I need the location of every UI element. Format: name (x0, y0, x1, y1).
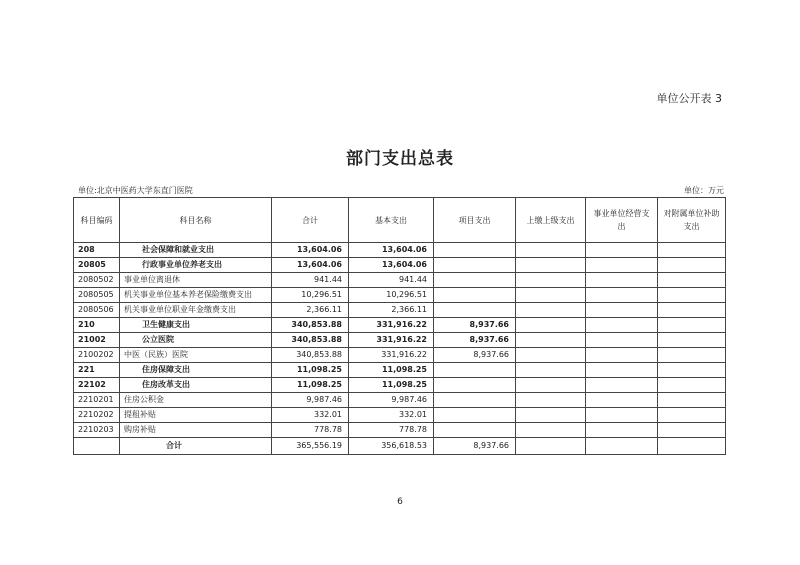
row-basic: 11,098.25 (349, 363, 434, 378)
page-number: 6 (397, 497, 403, 507)
row-code: 2210201 (74, 393, 120, 408)
row-operating (586, 438, 658, 455)
row-basic: 332.01 (349, 408, 434, 423)
row-name: 住房公积金 (120, 393, 272, 408)
row-upper (516, 408, 586, 423)
header-project: 项目支出 (434, 198, 516, 243)
row-upper (516, 333, 586, 348)
row-subsidy (658, 303, 726, 318)
row-project: 8,937.66 (434, 318, 516, 333)
row-total: 9,987.46 (272, 393, 349, 408)
header-basic: 基本支出 (349, 198, 434, 243)
row-upper (516, 423, 586, 438)
row-name: 事业单位离退休 (120, 273, 272, 288)
row-project (434, 258, 516, 273)
row-name: 提租补贴 (120, 408, 272, 423)
row-basic: 2,366.11 (349, 303, 434, 318)
row-code: 221 (74, 363, 120, 378)
row-project (434, 303, 516, 318)
row-code: 2080506 (74, 303, 120, 318)
header-code: 科目编码 (74, 198, 120, 243)
row-operating (586, 423, 658, 438)
row-name: 合计 (120, 438, 272, 455)
row-basic: 331,916.22 (349, 348, 434, 363)
table-row (74, 318, 726, 333)
row-basic: 331,916.22 (349, 318, 434, 333)
row-code: 21002 (74, 333, 120, 348)
row-subsidy (658, 363, 726, 378)
row-subsidy (658, 438, 726, 455)
table-row (74, 333, 726, 348)
row-project (434, 393, 516, 408)
table-row (74, 393, 726, 408)
row-basic: 331,916.22 (349, 333, 434, 348)
header-operating: 事业单位经营支出 (586, 198, 658, 243)
row-project (434, 243, 516, 258)
row-name: 机关事业单位基本养老保险缴费支出 (120, 288, 272, 303)
row-basic: 941.44 (349, 273, 434, 288)
table-row (74, 348, 726, 363)
row-code: 208 (74, 243, 120, 258)
row-total: 2,366.11 (272, 303, 349, 318)
row-subsidy (658, 243, 726, 258)
row-total: 11,098.25 (272, 363, 349, 378)
row-project (434, 423, 516, 438)
row-total: 340,853.88 (272, 348, 349, 363)
row-name: 社会保障和就业支出 (120, 243, 272, 258)
row-total: 340,853.88 (272, 318, 349, 333)
row-subsidy (658, 258, 726, 273)
row-code (74, 438, 120, 455)
row-basic: 9,987.46 (349, 393, 434, 408)
row-upper (516, 243, 586, 258)
row-code: 2210203 (74, 423, 120, 438)
row-name: 住房保障支出 (120, 363, 272, 378)
organization-label: 单位:北京中医药大学东直门医院 (78, 186, 193, 195)
unit-info-line (78, 185, 724, 196)
row-subsidy (658, 393, 726, 408)
row-operating (586, 408, 658, 423)
row-code: 2080505 (74, 288, 120, 303)
row-operating (586, 258, 658, 273)
table-row (74, 378, 726, 393)
table-row (74, 243, 726, 258)
row-project: 8,937.66 (434, 333, 516, 348)
row-basic: 356,618.53 (349, 438, 434, 455)
row-code: 2100202 (74, 348, 120, 363)
row-code: 2080502 (74, 273, 120, 288)
row-upper (516, 258, 586, 273)
row-subsidy (658, 333, 726, 348)
header-total: 合计 (272, 198, 349, 243)
row-basic: 11,098.25 (349, 378, 434, 393)
row-total: 11,098.25 (272, 378, 349, 393)
row-upper (516, 438, 586, 455)
header-name: 科目名称 (120, 198, 272, 243)
row-upper (516, 273, 586, 288)
row-basic: 13,604.06 (349, 243, 434, 258)
header-subsidy: 对附属单位补助支出 (658, 198, 726, 243)
table-row (74, 363, 726, 378)
header-upper: 上缴上级支出 (516, 198, 586, 243)
row-code: 210 (74, 318, 120, 333)
row-upper (516, 363, 586, 378)
row-subsidy (658, 318, 726, 333)
row-name: 中医（民族）医院 (120, 348, 272, 363)
table-row (74, 408, 726, 423)
row-total: 13,604.06 (272, 243, 349, 258)
row-operating (586, 393, 658, 408)
row-name: 卫生健康支出 (120, 318, 272, 333)
row-subsidy (658, 288, 726, 303)
table-row (74, 423, 726, 438)
row-subsidy (658, 348, 726, 363)
row-project: 8,937.66 (434, 348, 516, 363)
row-operating (586, 288, 658, 303)
row-upper (516, 393, 586, 408)
row-project: 8,937.66 (434, 438, 516, 455)
table-row (74, 288, 726, 303)
row-name: 公立医院 (120, 333, 272, 348)
row-total: 332.01 (272, 408, 349, 423)
expenditure-table (73, 197, 726, 455)
row-code: 22102 (74, 378, 120, 393)
row-name: 行政事业单位养老支出 (120, 258, 272, 273)
row-project (434, 378, 516, 393)
row-basic: 10,296.51 (349, 288, 434, 303)
row-project (434, 363, 516, 378)
row-operating (586, 273, 658, 288)
row-subsidy (658, 423, 726, 438)
currency-unit-label: 单位：万元 (684, 186, 724, 195)
table-header-row (74, 198, 726, 243)
row-total: 941.44 (272, 273, 349, 288)
row-upper (516, 303, 586, 318)
row-subsidy (658, 408, 726, 423)
row-operating (586, 303, 658, 318)
table-total-row (74, 438, 726, 455)
row-project (434, 408, 516, 423)
table-row (74, 273, 726, 288)
table-number-label: 单位公开表 3 (656, 92, 722, 105)
row-total: 365,556.19 (272, 438, 349, 455)
page-title: 部门支出总表 (346, 149, 454, 169)
row-subsidy (658, 273, 726, 288)
row-operating (586, 333, 658, 348)
row-code: 20805 (74, 258, 120, 273)
row-project (434, 273, 516, 288)
row-operating (586, 318, 658, 333)
row-operating (586, 348, 658, 363)
row-upper (516, 348, 586, 363)
row-name: 购房补贴 (120, 423, 272, 438)
row-name: 机关事业单位职业年金缴费支出 (120, 303, 272, 318)
table-row (74, 258, 726, 273)
row-total: 340,853.88 (272, 333, 349, 348)
row-total: 10,296.51 (272, 288, 349, 303)
table-row (74, 303, 726, 318)
row-total: 778.78 (272, 423, 349, 438)
row-basic: 778.78 (349, 423, 434, 438)
row-project (434, 288, 516, 303)
row-upper (516, 318, 586, 333)
row-operating (586, 243, 658, 258)
row-total: 13,604.06 (272, 258, 349, 273)
row-upper (516, 288, 586, 303)
row-name: 住房改革支出 (120, 378, 272, 393)
row-operating (586, 363, 658, 378)
row-operating (586, 378, 658, 393)
row-code: 2210202 (74, 408, 120, 423)
table-body (74, 243, 726, 455)
row-subsidy (658, 378, 726, 393)
row-basic: 13,604.06 (349, 258, 434, 273)
row-upper (516, 378, 586, 393)
